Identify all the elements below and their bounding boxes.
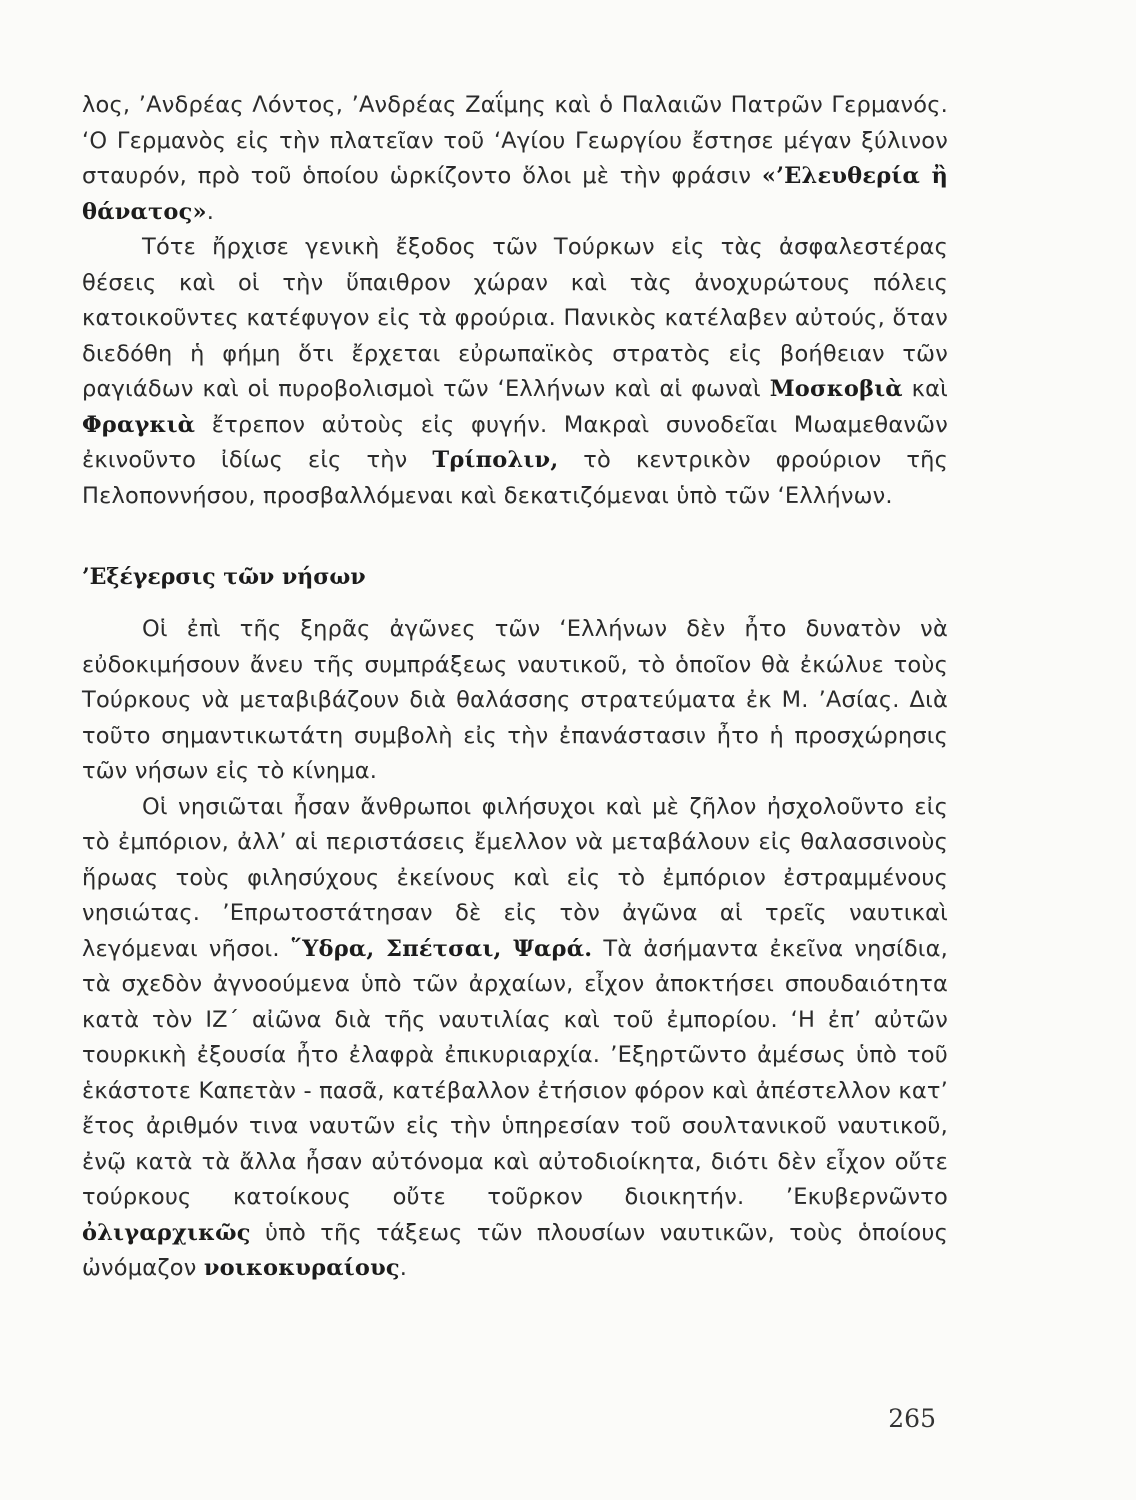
paragraph-3-text-1: Οἱ ἐπὶ τῆς ξηρᾶς ἀγῶνες τῶν ‘Ελλήνων δὲν ἦτο δυνατὸν νὰ εὐδοκιμήσουν ἄνευ τῆς συμπράξεως ναυτικοῦ, τὸ ὁποῖον θὰ ἐκώλυε τοὺς Τούρκους νὰ μεταβιβάζουν διὰ θαλάσσης στρατεύματα ἐκ Μ. ’Ασίας. Διὰ τοῦτο σημαντικωτάτη συμβολὴ εἰς τὴν ἐπανάστασιν ἦτο ἡ προσχώρησις τῶν νήσων εἰς τὸ κίνημα. [82, 616, 948, 784]
paragraph-1-bold-motto: «’Ελευθερία ἢ θάνατος» [82, 163, 948, 225]
paragraph-4-bold-noikokyraious: νοικοκυραίους [203, 1255, 400, 1281]
page-number: 265 [888, 1404, 936, 1433]
paragraph-2-bold-fragkia: Φραγκιὰ [82, 411, 196, 438]
section-heading: ’Εξέγερσις τῶν νήσων [82, 564, 366, 590]
paragraph-2-text-2: καὶ [902, 376, 948, 402]
paragraph-4 [82, 790, 948, 1287]
paragraph-2-text-3: ἔτρεπον αὐτοὺς εἰς φυγήν. Μακραὶ συνοδεῖαι Μωαμεθανῶν ἐκινοῦντο ἰδίως εἰς τὴν [82, 411, 948, 473]
paragraph-4-bold-islands: ῞Υδρα, Σπέτσαι, Ψαρά. [290, 935, 593, 962]
paragraph-2-text-1: Τότε ἤρχισε γενικὴ ἔξοδος τῶν Τούρκων εἰς τὰς ἀσφαλεστέρας θέσεις καὶ οἱ τὴν ὕπαιθρον χώραν καὶ τὰς ἀνοχυρώτους πόλεις κατοικοῦντες κατέφυγον εἰς τὰ φρούρια. Πανικὸς κατέλαβεν αὐτούς, ὅταν διεδόθη ἡ φήμη ὅτι ἔρχεται εὐρωπαϊκὸς στρατὸς εἰς βοήθειαν τῶν ραγιάδων καὶ οἱ πυροβολισμοὶ τῶν ‘Ελλήνων καὶ αἱ φωναὶ [82, 234, 948, 402]
paragraph-4-text-3: ὑπὸ τῆς τάξεως τῶν πλουσίων ναυτικῶν, τοὺς ὁποίους ὠνόμαζον [82, 1219, 948, 1281]
page-body [82, 88, 948, 1287]
paragraph-2-text-4: τὸ κεντρικὸν φρούριον τῆς Πελοποννήσου, προσβαλλόμεναι καὶ δεκατιζόμεναι ὑπὸ τῶν ‘Ελλήνων. [82, 447, 948, 509]
paragraph-2-bold-tripolin: Τρίπολιν, [432, 447, 559, 473]
paragraph-1-text-1: λος, ’Ανδρέας Λόντος, ’Ανδρέας Ζαΐμης καὶ ὁ Παλαιῶν Πατρῶν Γερμανός. ‘Ο Γερμανὸς εἰς τὴν πλατεῖαν τοῦ ‘Αγίου Γεωργίου ἔστησε μέγαν ξύλινον σταυρόν, πρὸ τοῦ ὁποίου ὡρκίζοντο ὅλοι μὲ τὴν φράσιν [82, 92, 948, 189]
paragraph-4-text-2: Τὰ ἀσήμαντα ἐκεῖνα νησίδια, τὰ σχεδὸν ἀγνοούμενα ὑπὸ τῶν ἀρχαίων, εἶχον ἀποκτήσει σπουδαιότητα κατὰ τὸν ΙΖ΄ αἰῶνα διὰ τῆς ναυτιλίας καὶ τοῦ ἐμπορίου. ‘Η ἐπ’ αὐτῶν τουρκικὴ ἐξουσία ἦτο ἐλαφρὰ ἐπικυριαρχία. ’Εξηρτῶντο ἀμέσως ὑπὸ τοῦ ἑκάστοτε Καπετὰν - πασᾶ, κατέβαλλον ἐτήσιον φόρον καὶ ἀπέστελλον κατ’ ἔτος ἀριθμόν τινα ναυτῶν εἰς τὴν ὑπηρεσίαν τοῦ σουλτανικοῦ ναυτικοῦ, ἐνῷ κατὰ τὰ ἄλλα ἦσαν αὐτόνομα καὶ αὐτοδιοίκητα, διότι δὲν εἶχον οὔτε τούρκους κατοίκους οὔτε τοῦρκον διοικητήν. ’Εκυβερνῶντο [82, 935, 949, 1210]
paragraph-4-text-1: Οἱ νησιῶται ἦσαν ἄνθρωποι φιλήσυχοι καὶ μὲ ζῆλον ἠσχολοῦντο εἰς τὸ ἐμπόριον, ἀλλ’ αἱ περιστάσεις ἔμελλον νὰ μεταβάλουν εἰς θαλασσινοὺς ἥρωας τοὺς φιλησύχους ἐκείνους καὶ εἰς τὸ ἐμπόριον ἐστραμμένους νησιώτας. ’Επρωτοστάτησαν δὲ εἰς τὸν ἀγῶνα αἱ τρεῖς ναυτικαὶ λεγόμεναι νῆσοι. [82, 793, 948, 962]
paragraph-2 [82, 230, 948, 514]
paragraph-4-text-4: . [399, 1255, 408, 1281]
paragraph-1-text-2: . [206, 198, 215, 225]
paragraph-2-bold-moskovia: Μοσκοβιὰ [769, 376, 903, 402]
paragraph-1 [82, 88, 948, 230]
paragraph-3 [82, 612, 948, 790]
paragraph-4-bold-oligarchikos: ὀλιγαρχικῶς [82, 1219, 251, 1246]
